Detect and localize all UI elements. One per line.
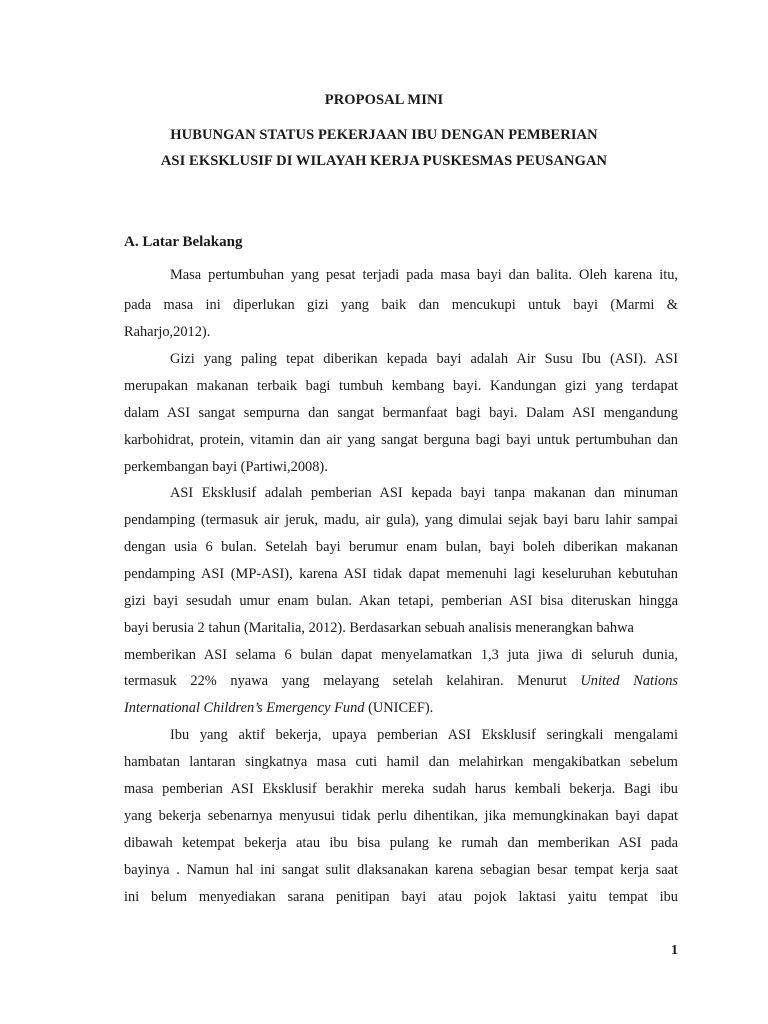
- paragraph-line: yang bekerja sebenarnya menyusui tidak perlu dihentikan, jika memungkinakan bayi dapat: [124, 808, 678, 824]
- paragraph-line: dibawah ketempat bekerja atau ibu bisa pulang ke rumah dan memberikan ASI pada: [124, 835, 678, 851]
- paragraph-line: pendamping ASI (MP-ASI), karena ASI tidak dapat memenuhi lagi keseluruhan kebutuhan: [124, 566, 678, 582]
- paragraph-line: karbohidrat, protein, vitamin dan air yang sangat berguna bagi bayi untuk pertumbuhan dan: [124, 432, 678, 448]
- paragraph-line: gizi bayi sesudah umur enam bulan. Akan tetapi, pemberian ASI bisa diteruskan hingga: [124, 593, 678, 609]
- paragraph-line: [124, 699, 678, 717]
- paragraph-line: Raharjo,2012).: [124, 324, 211, 340]
- italic-organization-name: United Nations: [580, 673, 678, 689]
- page-number: 1: [671, 943, 678, 958]
- paragraph-line: pendamping (termasuk air jeruk, madu, air gula), yang dimulai sejak bayi baru lahir sampai: [124, 512, 678, 528]
- italic-organization-name: International Children’s Emergency Fund: [124, 700, 365, 716]
- paragraph-line: pada masa ini diperlukan gizi yang baik dan mencukupi untuk bayi (Marmi &: [124, 297, 678, 313]
- paragraph-line: dengan usia 6 bulan. Setelah bayi berumur enam bulan, bayi boleh diberikan makanan: [124, 539, 678, 555]
- paragraph-line: masa pemberian ASI Eksklusif berakhir mereka sudah harus kembali bekerja. Bagi ibu: [124, 781, 678, 797]
- paragraph-line: dalam ASI sangat sempurna dan sangat bermanfaat bagi bayi. Dalam ASI mengandung: [124, 405, 678, 421]
- paragraph-line: Gizi yang paling tepat diberikan kepada bayi adalah Air Susu Ibu (ASI). ASI: [170, 351, 678, 367]
- paragraph-text: (UNICEF).: [368, 700, 434, 716]
- paragraph-line: perkembangan bayi (Partiwi,2008).: [124, 459, 328, 475]
- paragraph-line: memberikan ASI selama 6 bulan dapat menyelamatkan 1,3 juta jiwa di seluruh dunia,: [124, 647, 678, 663]
- paragraph-line: Masa pertumbuhan yang pesat terjadi pada masa bayi dan balita. Oleh karena itu,: [170, 267, 678, 283]
- document-title: PROPOSAL MINI: [324, 92, 444, 108]
- paragraph-line: [124, 672, 678, 690]
- paragraph-line: bayinya . Namun hal ini sangat sulit dlaksanakan karena sebagian besar tempat kerja saat: [124, 862, 678, 878]
- paragraph-line: Ibu yang aktif bekerja, upaya pemberian ASI Eksklusif seringkali mengalami: [170, 727, 678, 743]
- section-heading: A. Latar Belakang: [124, 234, 243, 250]
- paragraph-line: merupakan makanan terbaik bagi tumbuh kembang bayi. Kandungan gizi yang terdapat: [124, 378, 678, 394]
- document-subtitle-line-1: HUBUNGAN STATUS PEKERJAAN IBU DENGAN PEMBERIAN: [170, 127, 598, 143]
- document-subtitle-line-2: ASI EKSKLUSIF DI WILAYAH KERJA PUSKESMAS PEUSANGAN: [160, 153, 608, 169]
- paragraph-line: ASI Eksklusif adalah pemberian ASI kepada bayi tanpa makanan dan minuman: [170, 485, 678, 501]
- paragraph-line: ini belum menyediakan sarana penitipan bayi atau pojok laktasi yaitu tempat ibu: [124, 889, 678, 905]
- paragraph-line: bayi berusia 2 tahun (Maritalia, 2012). Berdasarkan sebuah analisis menerangkan bahwa: [124, 620, 634, 636]
- paragraph-text: termasuk 22% nyawa yang melayang setelah kelahiran. Menurut: [124, 673, 567, 689]
- paragraph-line: hambatan lantaran singkatnya masa cuti hamil dan melahirkan mengakibatkan sebelum: [124, 754, 678, 770]
